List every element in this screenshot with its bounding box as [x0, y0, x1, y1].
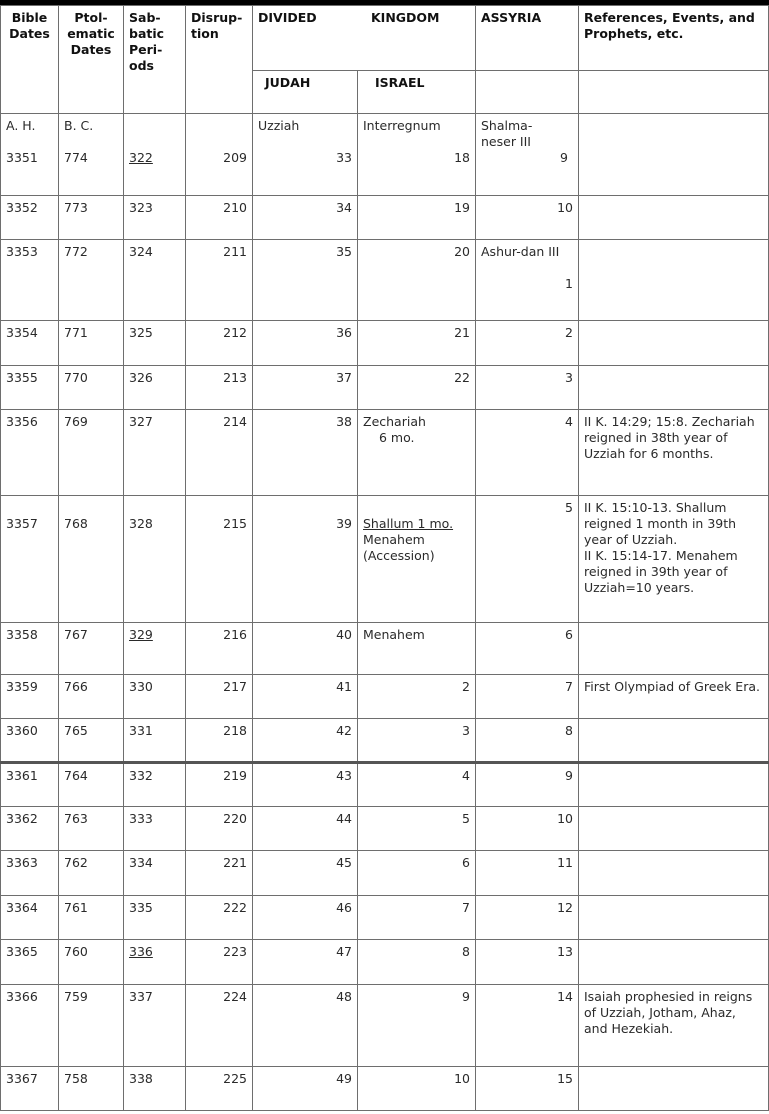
table-row-3367	[1, 1067, 769, 1111]
dis-value: 217	[186, 675, 253, 719]
label-bc: B. C.	[64, 118, 94, 133]
reference-note-1: II K. 15:10-13. Shallum reigned 1 month in 39th year of Uzziah.	[584, 500, 737, 547]
dis-value: 216	[186, 623, 253, 675]
israel-value: 5	[358, 807, 476, 851]
dis-value: 219	[186, 763, 253, 807]
assyria-value: 14	[476, 985, 579, 1067]
judah-value: 49	[253, 1067, 358, 1111]
israel-value: 10	[358, 1067, 476, 1111]
cell-ref	[579, 114, 769, 196]
dis-value: 212	[186, 321, 253, 366]
header-sabbatic-line4: ods	[129, 58, 154, 73]
cell-assyria	[476, 240, 579, 321]
israel-value: 4	[358, 763, 476, 807]
header-ptolematic-dates	[59, 6, 124, 114]
bc-value: 774	[64, 150, 88, 165]
header-kingdom: KINGDOM	[371, 10, 440, 25]
cell-ref	[579, 321, 769, 366]
ah-value: 3355	[1, 366, 59, 410]
table-row-3356	[1, 410, 769, 496]
sab-value: 323	[124, 196, 186, 240]
dis-value: 211	[186, 240, 253, 321]
table-row-3363	[1, 851, 769, 896]
dis-value: 222	[186, 896, 253, 940]
sab-value: 325	[124, 321, 186, 366]
ah-value: 3357	[1, 496, 59, 623]
ah-value: 3353	[1, 240, 59, 321]
israel-value: 9	[358, 985, 476, 1067]
cell-judah	[253, 114, 358, 196]
israel-value: 3	[358, 719, 476, 763]
bc-value: 772	[59, 240, 124, 321]
israel-value: 2	[358, 675, 476, 719]
cell-ref	[579, 896, 769, 940]
chronology-table-wrapper	[0, 5, 768, 1111]
header-assyria-sub	[476, 71, 579, 114]
cell-ref	[579, 496, 769, 623]
judah-value: 45	[253, 851, 358, 896]
dis-value: 218	[186, 719, 253, 763]
ah-value: 3366	[1, 985, 59, 1067]
israel-value: 7	[358, 896, 476, 940]
table-row-3354	[1, 321, 769, 366]
assyria-value: 7	[476, 675, 579, 719]
dis-value: 223	[186, 940, 253, 985]
header-israel: ISRAEL	[358, 71, 476, 114]
bc-value: 769	[59, 410, 124, 496]
dis-value: 213	[186, 366, 253, 410]
sab-value: 334	[124, 851, 186, 896]
cell-ref	[579, 763, 769, 807]
assyria-value: 9	[476, 763, 579, 807]
sab-value: 332	[124, 763, 186, 807]
header-disruption-line1: Disrup-	[191, 10, 243, 25]
ah-value: 3351	[6, 150, 38, 165]
sab-value: 322	[129, 150, 153, 165]
judah-value: 35	[253, 240, 358, 321]
judah-value: 41	[253, 675, 358, 719]
assyria-value: 9	[560, 150, 568, 165]
bc-value: 758	[59, 1067, 124, 1111]
bc-value: 767	[59, 623, 124, 675]
dis-value: 215	[186, 496, 253, 623]
assyria-king-line1: Shalma-	[481, 118, 533, 133]
bc-value: 766	[59, 675, 124, 719]
assyria-value: 6	[476, 623, 579, 675]
bc-value: 771	[59, 321, 124, 366]
table-row-3359	[1, 675, 769, 719]
assyria-value: 2	[476, 321, 579, 366]
israel-king: Interregnum	[363, 118, 441, 133]
cell-ref	[579, 240, 769, 321]
judah-value: 38	[253, 410, 358, 496]
cell-ah	[1, 114, 59, 196]
bc-value: 770	[59, 366, 124, 410]
sab-value: 336	[124, 940, 186, 985]
assyria-value: 15	[476, 1067, 579, 1111]
bc-value: 759	[59, 985, 124, 1067]
table-row-3361	[1, 763, 769, 807]
israel-accession: (Accession)	[363, 548, 435, 563]
judah-value: 34	[253, 196, 358, 240]
header-sabbatic-line3: Peri-	[129, 42, 163, 57]
table-row-3355	[1, 366, 769, 410]
judah-value: 42	[253, 719, 358, 763]
dis-value: 209	[223, 150, 247, 165]
cell-ref	[579, 1067, 769, 1111]
israel-king: Zechariah	[363, 414, 426, 429]
dis-value: 225	[186, 1067, 253, 1111]
header-ptolematic-line3: Dates	[70, 42, 112, 57]
header-references: References, Events, and Prophets, etc.	[579, 6, 769, 71]
israel-king-menahem: Menahem	[363, 532, 425, 547]
table-row-3364	[1, 896, 769, 940]
header-divided-kingdom	[253, 6, 476, 71]
ah-value: 3360	[1, 719, 59, 763]
ah-value: 3362	[1, 807, 59, 851]
bc-value: 764	[59, 763, 124, 807]
assyria-value: 1	[565, 276, 573, 291]
header-disruption	[186, 6, 253, 114]
assyria-value: 4	[476, 410, 579, 496]
cell-ref	[579, 196, 769, 240]
table-row-3351	[1, 114, 769, 196]
israel-king: Menahem	[358, 623, 476, 675]
assyria-value: 10	[476, 807, 579, 851]
ah-value: 3364	[1, 896, 59, 940]
chronology-table	[0, 5, 769, 1111]
judah-value: 48	[253, 985, 358, 1067]
header-disruption-line2: tion	[191, 26, 219, 41]
judah-value: 43	[253, 763, 358, 807]
header-assyria: ASSYRIA	[476, 6, 579, 71]
cell-bc	[59, 114, 124, 196]
reference-note: II K. 14:29; 15:8. Zechariah reigned in 38th year of Uzziah for 6 months.	[579, 410, 769, 496]
cell-ref	[579, 940, 769, 985]
dis-value: 210	[186, 196, 253, 240]
judah-value: 39	[253, 496, 358, 623]
header-bible-dates: Bible Dates	[1, 6, 59, 114]
assyria-value: 11	[476, 851, 579, 896]
sab-value: 329	[124, 623, 186, 675]
ah-value: 3359	[1, 675, 59, 719]
israel-reign-length: 6 mo.	[379, 430, 415, 445]
reference-note-2: II K. 15:14-17. Menahem reigned in 39th year of Uzziah=10 years.	[584, 548, 738, 595]
ah-value: 3356	[1, 410, 59, 496]
israel-value: 8	[358, 940, 476, 985]
israel-value: 21	[358, 321, 476, 366]
cell-assyria	[476, 114, 579, 196]
header-sabbatic-line1: Sab-	[129, 10, 161, 25]
table-row-3366	[1, 985, 769, 1067]
cell-ref	[579, 807, 769, 851]
sab-value: 338	[124, 1067, 186, 1111]
judah-king: Uzziah	[258, 118, 300, 133]
judah-value: 40	[253, 623, 358, 675]
table-row-3362	[1, 807, 769, 851]
bc-value: 760	[59, 940, 124, 985]
ah-value: 3363	[1, 851, 59, 896]
assyria-king: Ashur-dan III	[481, 244, 560, 259]
ah-value: 3365	[1, 940, 59, 985]
sab-value: 330	[124, 675, 186, 719]
judah-value: 44	[253, 807, 358, 851]
sab-value: 328	[124, 496, 186, 623]
assyria-king-line2: neser III	[481, 134, 531, 149]
cell-ref	[579, 623, 769, 675]
israel-value: 18	[454, 150, 470, 165]
sab-value: 335	[124, 896, 186, 940]
bc-value: 762	[59, 851, 124, 896]
bc-value: 768	[59, 496, 124, 623]
dis-value: 220	[186, 807, 253, 851]
reference-note: First Olympiad of Greek Era.	[579, 675, 769, 719]
cell-ref	[579, 851, 769, 896]
sab-value: 333	[124, 807, 186, 851]
header-divided: DIVIDED	[258, 10, 317, 25]
sab-value: 324	[124, 240, 186, 321]
dis-value: 221	[186, 851, 253, 896]
israel-value: 20	[358, 240, 476, 321]
cell-israel	[358, 410, 476, 496]
sab-value: 337	[124, 985, 186, 1067]
ah-value: 3358	[1, 623, 59, 675]
table-row-3360	[1, 719, 769, 763]
ah-value: 3354	[1, 321, 59, 366]
table-row-3353	[1, 240, 769, 321]
cell-ref	[579, 719, 769, 763]
bc-value: 773	[59, 196, 124, 240]
assyria-value: 12	[476, 896, 579, 940]
assyria-value: 3	[476, 366, 579, 410]
bc-value: 763	[59, 807, 124, 851]
header-references-sub	[579, 71, 769, 114]
header-ptolematic-line1: Ptol-	[74, 10, 108, 25]
judah-value: 33	[336, 150, 352, 165]
cell-dis	[186, 114, 253, 196]
ah-value: 3367	[1, 1067, 59, 1111]
cell-israel	[358, 114, 476, 196]
israel-value: 22	[358, 366, 476, 410]
table-row-3358	[1, 623, 769, 675]
cell-ref	[579, 366, 769, 410]
header-sabbatic-line2: batic	[129, 26, 165, 41]
table-row-3365	[1, 940, 769, 985]
reference-note: Isaiah prophesied in reigns of Uzziah, Jotham, Ahaz, and Hezekiah.	[579, 985, 769, 1067]
sab-value: 331	[124, 719, 186, 763]
judah-value: 36	[253, 321, 358, 366]
assyria-value: 8	[476, 719, 579, 763]
header-sabbatic-periods	[124, 6, 186, 114]
label-ah: A. H.	[6, 118, 36, 133]
judah-value: 46	[253, 896, 358, 940]
header-ptolematic-line2: ematic	[67, 26, 115, 41]
table-row-3352	[1, 196, 769, 240]
judah-value: 37	[253, 366, 358, 410]
ah-value: 3361	[1, 763, 59, 807]
israel-king-shallum: Shallum 1 mo.	[363, 516, 454, 531]
table-row-3357	[1, 496, 769, 623]
assyria-value: 5	[476, 496, 579, 623]
assyria-value: 13	[476, 940, 579, 985]
assyria-value: 10	[476, 196, 579, 240]
israel-value: 19	[358, 196, 476, 240]
israel-value: 6	[358, 851, 476, 896]
dis-value: 224	[186, 985, 253, 1067]
header-row-1	[1, 6, 769, 71]
cell-sab	[124, 114, 186, 196]
bc-value: 761	[59, 896, 124, 940]
cell-israel	[358, 496, 476, 623]
dis-value: 214	[186, 410, 253, 496]
judah-value: 47	[253, 940, 358, 985]
header-judah: JUDAH	[253, 71, 358, 114]
sab-value: 327	[124, 410, 186, 496]
bc-value: 765	[59, 719, 124, 763]
ah-value: 3352	[1, 196, 59, 240]
sab-value: 326	[124, 366, 186, 410]
